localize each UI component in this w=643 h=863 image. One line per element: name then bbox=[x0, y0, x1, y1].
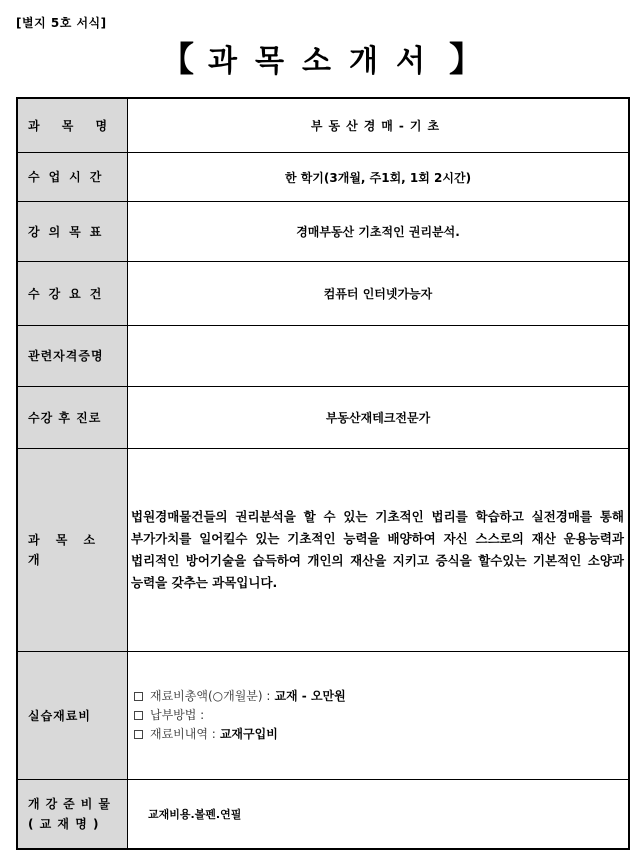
materials-item-details-label: 재료비내역 : bbox=[150, 727, 216, 741]
value-career: 부동산재테크전문가 bbox=[325, 411, 431, 425]
materials-item-details-value: 교재구입비 bbox=[219, 727, 278, 741]
value-preparation: 교재비용.볼펜.연필 bbox=[148, 808, 242, 821]
value-materials-cell bbox=[128, 652, 628, 779]
label-career: 수강 후 진로 bbox=[18, 387, 128, 448]
label-course-name: 과 목 명 bbox=[18, 99, 128, 152]
materials-item-details bbox=[134, 725, 346, 744]
row-certification bbox=[18, 326, 628, 387]
value-introduction-cell bbox=[128, 449, 628, 651]
title-close-bracket: 】 bbox=[448, 40, 483, 80]
label-preparation bbox=[18, 780, 128, 848]
label-objective: 강의목표 bbox=[18, 202, 128, 261]
materials-item-total bbox=[134, 687, 346, 706]
materials-item-total-value: 교재 - 오만원 bbox=[274, 689, 346, 703]
materials-item-total-label: 재료비총액(○개월분) : bbox=[150, 689, 271, 703]
checkbox-details[interactable] bbox=[134, 730, 143, 739]
value-certification bbox=[128, 326, 628, 386]
form-number-label: [별지 5호 서식] bbox=[16, 16, 107, 30]
value-class-hours: 한 학기(3개월, 주1회, 1회 2시간) bbox=[284, 170, 472, 185]
row-career bbox=[18, 387, 628, 449]
row-introduction bbox=[18, 449, 628, 652]
row-course-name bbox=[18, 99, 628, 153]
introduction-text: 법원경매물건들의 권리분석을 할 수 있는 기초적인 법리를 학습하고 실전경매를 통해 부가가치를 일어킬수 있는 기초적인 능력을 배양하여 자신 스스로의 재산 운용능력과 법리적인 방어기술을 습득하여 개인의 재산을 지키고 증식을 할수있는 기본적인 소양과 능력을 갖추는 과목입니다. bbox=[131, 509, 624, 590]
document-title bbox=[0, 32, 643, 81]
label-certification: 관련자격증명 bbox=[18, 326, 128, 386]
checkbox-total[interactable] bbox=[134, 692, 143, 701]
title-text: 과목소개서 bbox=[208, 44, 443, 79]
course-info-table bbox=[16, 97, 630, 850]
label-requirements: 수강요건 bbox=[18, 262, 128, 325]
materials-item-payment-label: 납부방법 : bbox=[150, 708, 205, 722]
label-materials: 실습재료비 bbox=[18, 652, 128, 779]
row-preparation bbox=[18, 780, 628, 848]
row-materials bbox=[18, 652, 628, 780]
label-introduction: 과 목 소 개 bbox=[18, 449, 128, 651]
label-preparation-line2: ( 교 재 명 ) bbox=[28, 817, 100, 831]
label-preparation-line1: 개강준비물 bbox=[28, 797, 116, 811]
title-open-bracket: 【 bbox=[160, 40, 195, 80]
materials-checklist bbox=[128, 687, 346, 744]
row-objective bbox=[18, 202, 628, 262]
label-class-hours: 수업시간 bbox=[18, 153, 128, 201]
checkbox-payment[interactable] bbox=[134, 711, 143, 720]
value-objective: 경매부동산 기초적인 권리분석. bbox=[296, 225, 460, 239]
materials-item-payment bbox=[134, 706, 346, 725]
value-requirements: 컴퓨터 인터넷가능자 bbox=[323, 287, 433, 301]
value-course-name: 부동산경매-기초 bbox=[310, 119, 446, 133]
row-class-hours bbox=[18, 153, 628, 202]
row-requirements bbox=[18, 262, 628, 326]
